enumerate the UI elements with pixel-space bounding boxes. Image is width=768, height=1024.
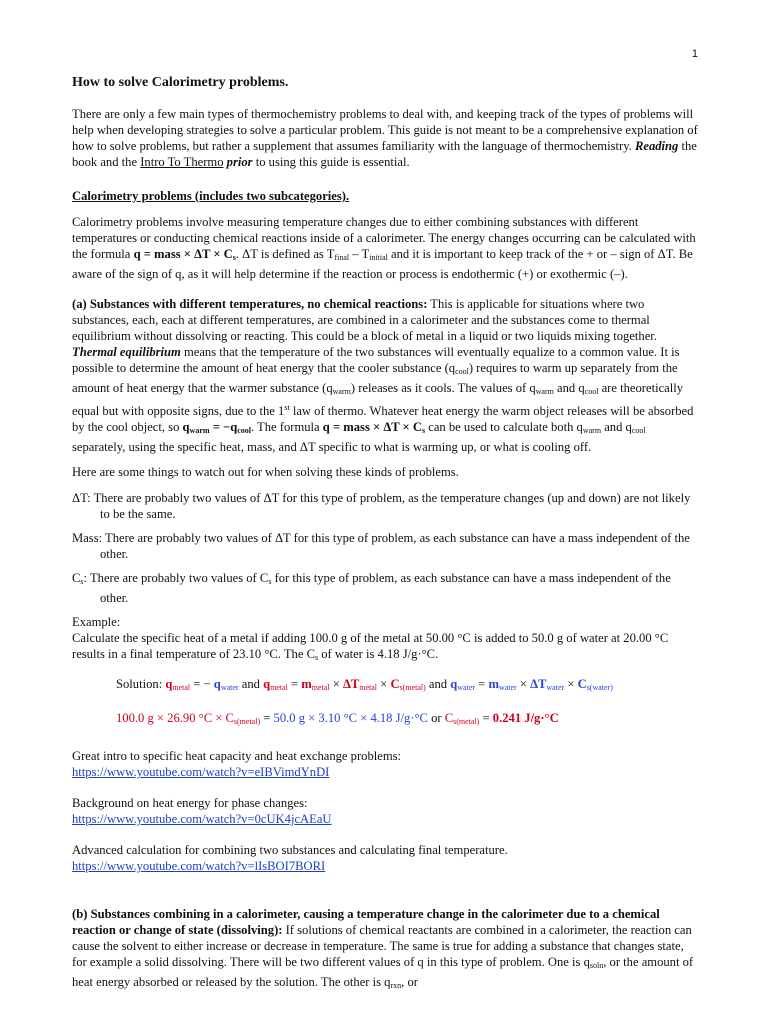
solution-answer: 0.241 J/g·°C — [492, 711, 559, 725]
section-heading: Calorimetry problems (includes two subcategories). — [72, 189, 350, 203]
resource-final-temperature: Advanced calculation for combining two substances and calculating final temperature. https://www.youtube.com/watch?v=lIsBOI7BORI — [72, 842, 698, 874]
example-problem: Calculate the specific heat of a metal if adding 100.0 g of the metal at 50.00 °C is added to 50.0 g of water at 20.00 °C results in a final temperature of 23.10 °C. The $C_s$ of water is 4.18 J/g·°C. — [72, 631, 669, 662]
intro-to-thermo-link[interactable]: Intro To Thermo — [140, 155, 224, 169]
youtube-link-final-temperature[interactable]: https://www.youtube.com/watch?v=lIsBOI7BORI — [72, 859, 326, 873]
note-cs: $C_s$: There are probably two values of $C_s$ for this type of problem, as each substance can have a mass independent of the other. — [72, 571, 671, 605]
intro-paragraph: There are only a few main types of thermochemistry problems to deal with, and keeping track of the types of problems will help when developing strategies to solve a particular problem. This guide is not meant to be a comprehensive explanation of how to solve problems, but rather a supplement that assumes familiarity with the language of thermochemistry. Reading the book and the Intro To Thermo prior to using this guide is essential. — [72, 107, 698, 169]
solution-equation: Solution: $q_{metal}$ = − $q_{water}$ and $q_{metal} = m_{metal} \times \Delta T_{metal} \times C_{s(metal)}$ and $q_{water} = m_{water} \times \Delta T_{water} \times C_{s(water)}$ — [116, 677, 613, 692]
page-number: 1 — [691, 48, 698, 60]
resource-phase-changes: Background on heat energy for phase changes: https://www.youtube.com/watch?v=0cUK4jcAEaU — [72, 795, 698, 827]
part-b-paragraph: (b) Substances combining in a calorimeter, causing a temperature change in the calorimeter due to a chemical reaction or change of state (dissolving): If solutions of chemical reactants are combined in a calorimeter, the reaction can cause the solvent to either increase or decrease in temperature. The same is true for adding a substance that changes state, for example a solid dissolving. There will be two different values of q in this type of problem. One is $q_{soln}$, or the amount of heat energy absorbed or released by the solution. The other is $q_{rxn}$, or — [72, 907, 694, 990]
solution-calculation: 100.0 g × 26.90 $^\circ C \times C_{s(metal)} = 50.0$ g × 3.10 °C × 4.18 J/g·°C or $C_{s(metal)} = 0.241$ J/g·°C — [116, 711, 559, 726]
calorimetry-paragraph: Calorimetry problems involve measuring temperature changes due to either combining substances with different temperatures or conducting chemical reactions inside of a calorimeter. The energy changes occurring can be calculated with the formula q = mass × $\Delta T \times C_s$. ΔT is defined as $T_{final} - T_{initial}$ and it is important to keep track of the + or – sign of ΔT. Be aware of the sign of q, as it will help determine if the reaction or process is endothermic (+) or exothermic (–). — [72, 215, 696, 281]
example-label: Example: — [72, 615, 121, 629]
document-body — [72, 74, 698, 1001]
note-mass: Mass: There are probably two values of ΔT for this type of problem, as each substance can have a mass independent of the other. — [72, 531, 690, 561]
watch-out-text: Here are some things to watch out for when solving these kinds of problems. — [72, 465, 459, 479]
resource-specific-heat: Great intro to specific heat capacity and heat exchange problems: https://www.youtube.com/watch?v=eIBVimdYnDI — [72, 748, 698, 780]
note-delta-t: ΔT: There are probably two values of ΔT for this type of problem, as the temperature changes (up and down) are not likely to be the same. — [72, 491, 691, 521]
part-a-paragraph: (a) Substances with different temperatures, no chemical reactions: This is applicable for situations where two substances, each, each at different temperatures, are combined in a calorimeter and the substances come to thermal equilibrium without dissolving or reacting. This could be a block of metal in a liquid or two liquids mixing together. Thermal equilibrium means that the temperature of the two substances will eventually equalize to a common value. It is possible to determine the amount of heat energy that the cooler substance $(q_{cool})$ requires to warm up separately from the amount of heat energy that the warmer substance $(q_{warm})$ releases as it cools. The values of $q_{warm}$ and $q_{cool}$ are theoretically equal but with opposite signs, due to the 1st law of thermo. Whatever heat energy the warm object releases will be absorbed by the cool object, so $q_{warm} = -q_{cool}$. The formula q = mass × $\Delta T \times C_s$ can be used to calculate both $q_{warm}$ and $q_{cool}$ separately, using the specific heat, mass, and ΔT specific to what is warming up, or what is cooling off. — [72, 297, 694, 454]
youtube-link-specific-heat[interactable]: https://www.youtube.com/watch?v=eIBVimdYnDI — [72, 765, 330, 779]
youtube-link-phase-changes[interactable]: https://www.youtube.com/watch?v=0cUK4jcAEaU — [72, 812, 332, 826]
part-a-heading: Substances with different temperatures, no chemical reactions: — [89, 297, 428, 311]
page-title: How to solve Calorimetry problems. — [72, 75, 289, 90]
part-b-heading: Substances combining in a calorimeter, causing a temperature change in the calorimeter due to a chemical reaction or change of state (dissolving): — [72, 907, 660, 937]
